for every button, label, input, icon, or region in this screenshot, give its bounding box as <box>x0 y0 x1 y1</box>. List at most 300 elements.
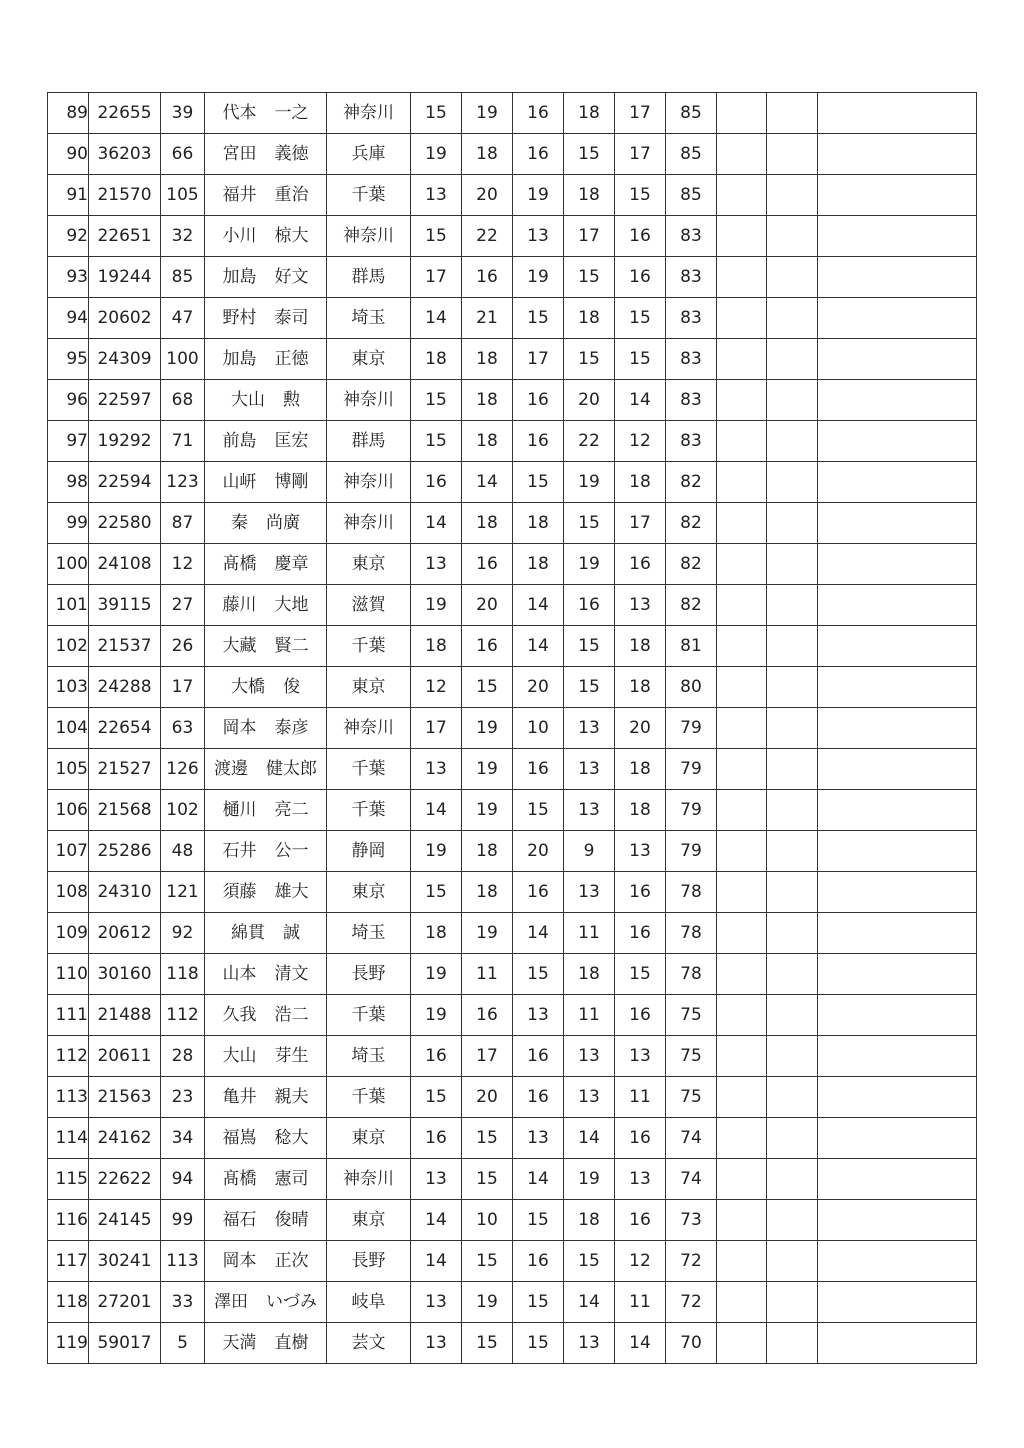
score-3-cell: 16 <box>513 749 564 790</box>
table-row <box>48 913 977 954</box>
total-score-cell: 83 <box>666 298 717 339</box>
score-1-cell: 16 <box>411 1036 462 1077</box>
blank-cell-2 <box>767 1118 818 1159</box>
score-4-cell: 13 <box>564 790 615 831</box>
score-1-cell: 18 <box>411 913 462 954</box>
score-3-cell: 15 <box>513 1200 564 1241</box>
total-score-cell: 70 <box>666 1323 717 1364</box>
member-id-cell: 21488 <box>89 995 161 1036</box>
prefecture-cell: 静岡 <box>327 831 411 872</box>
table-row <box>48 462 977 503</box>
score-3-cell: 14 <box>513 1159 564 1200</box>
score-5-cell: 15 <box>615 954 666 995</box>
table-row <box>48 1118 977 1159</box>
given-name: 憲司 <box>274 1168 309 1189</box>
family-name: 澤田 <box>214 1291 248 1312</box>
given-name: 浩二 <box>274 1004 309 1025</box>
score-5-cell: 16 <box>615 216 666 257</box>
score-1-cell: 14 <box>411 790 462 831</box>
score-5-cell: 18 <box>615 790 666 831</box>
entry-number-cell: 113 <box>161 1241 205 1282</box>
name-cell <box>205 421 327 462</box>
score-3-cell: 16 <box>513 93 564 134</box>
score-5-cell: 17 <box>615 93 666 134</box>
rank-cell: 95 <box>48 339 89 380</box>
member-id-cell: 39115 <box>89 585 161 626</box>
blank-cell-1 <box>717 462 767 503</box>
member-id-cell: 36203 <box>89 134 161 175</box>
score-5-cell: 18 <box>615 462 666 503</box>
name-cell <box>205 503 327 544</box>
score-3-cell: 14 <box>513 913 564 954</box>
blank-cell-1 <box>717 1118 767 1159</box>
score-5-cell: 11 <box>615 1282 666 1323</box>
blank-cell-2 <box>767 257 818 298</box>
prefecture-cell: 東京 <box>327 544 411 585</box>
table-row <box>48 1077 977 1118</box>
prefecture-cell: 千葉 <box>327 790 411 831</box>
rank-cell: 106 <box>48 790 89 831</box>
score-2-cell: 18 <box>462 503 513 544</box>
score-1-cell: 13 <box>411 1323 462 1364</box>
given-name: 尚廣 <box>266 512 300 533</box>
table-row <box>48 995 977 1036</box>
score-3-cell: 20 <box>513 831 564 872</box>
score-4-cell: 13 <box>564 1036 615 1077</box>
family-name: 渡邊 <box>214 758 248 779</box>
score-1-cell: 13 <box>411 1159 462 1200</box>
blank-cell-2 <box>767 749 818 790</box>
name-cell <box>205 1282 327 1323</box>
score-1-cell: 18 <box>411 339 462 380</box>
total-score-cell: 78 <box>666 872 717 913</box>
score-5-cell: 16 <box>615 1200 666 1241</box>
member-id-cell: 25286 <box>89 831 161 872</box>
total-score-cell: 85 <box>666 175 717 216</box>
score-5-cell: 16 <box>615 913 666 954</box>
table-row <box>48 872 977 913</box>
total-score-cell: 85 <box>666 93 717 134</box>
given-name: 賢二 <box>274 635 309 656</box>
score-3-cell: 13 <box>513 995 564 1036</box>
entry-number-cell: 32 <box>161 216 205 257</box>
blank-cell-3 <box>818 216 977 257</box>
blank-cell-1 <box>717 339 767 380</box>
prefecture-cell: 東京 <box>327 1200 411 1241</box>
blank-cell-3 <box>818 1159 977 1200</box>
blank-cell-1 <box>717 1323 767 1364</box>
blank-cell-1 <box>717 626 767 667</box>
entry-number-cell: 68 <box>161 380 205 421</box>
family-name: 天満 <box>222 1332 257 1353</box>
blank-cell-1 <box>717 298 767 339</box>
table-row <box>48 1159 977 1200</box>
prefecture-cell: 千葉 <box>327 626 411 667</box>
given-name: 俊 <box>283 676 300 697</box>
total-score-cell: 83 <box>666 216 717 257</box>
score-3-cell: 16 <box>513 134 564 175</box>
score-4-cell: 16 <box>564 585 615 626</box>
blank-cell-3 <box>818 93 977 134</box>
total-score-cell: 79 <box>666 749 717 790</box>
score-2-cell: 16 <box>462 544 513 585</box>
given-name: 大地 <box>274 594 309 615</box>
blank-cell-2 <box>767 1323 818 1364</box>
score-2-cell: 16 <box>462 626 513 667</box>
member-id-cell: 27201 <box>89 1282 161 1323</box>
score-4-cell: 13 <box>564 1323 615 1364</box>
family-name: 大橋 <box>231 676 265 697</box>
rank-cell: 117 <box>48 1241 89 1282</box>
score-4-cell: 19 <box>564 462 615 503</box>
family-name: 加島 <box>222 266 257 287</box>
total-score-cell: 78 <box>666 913 717 954</box>
family-name: 福石 <box>222 1209 257 1230</box>
prefecture-cell: 東京 <box>327 1118 411 1159</box>
prefecture-cell: 神奈川 <box>327 1159 411 1200</box>
family-name: 大山 <box>222 1045 257 1066</box>
score-1-cell: 19 <box>411 585 462 626</box>
total-score-cell: 83 <box>666 421 717 462</box>
total-score-cell: 82 <box>666 585 717 626</box>
entry-number-cell: 12 <box>161 544 205 585</box>
total-score-cell: 75 <box>666 1036 717 1077</box>
rank-cell: 93 <box>48 257 89 298</box>
score-2-cell: 15 <box>462 667 513 708</box>
score-4-cell: 11 <box>564 995 615 1036</box>
blank-cell-3 <box>818 708 977 749</box>
blank-cell-2 <box>767 872 818 913</box>
member-id-cell: 21563 <box>89 1077 161 1118</box>
prefecture-cell: 千葉 <box>327 175 411 216</box>
family-name: 樋川 <box>222 799 257 820</box>
score-2-cell: 18 <box>462 134 513 175</box>
blank-cell-3 <box>818 1118 977 1159</box>
total-score-cell: 80 <box>666 667 717 708</box>
blank-cell-2 <box>767 93 818 134</box>
score-1-cell: 17 <box>411 257 462 298</box>
blank-cell-1 <box>717 708 767 749</box>
score-1-cell: 19 <box>411 134 462 175</box>
family-name: 岡本 <box>222 1250 257 1271</box>
name-cell <box>205 339 327 380</box>
rank-cell: 101 <box>48 585 89 626</box>
prefecture-cell: 滋賀 <box>327 585 411 626</box>
blank-cell-1 <box>717 175 767 216</box>
table-row <box>48 585 977 626</box>
member-id-cell: 24145 <box>89 1200 161 1241</box>
table-row <box>48 1323 977 1364</box>
total-score-cell: 82 <box>666 462 717 503</box>
prefecture-cell: 千葉 <box>327 1077 411 1118</box>
blank-cell-1 <box>717 421 767 462</box>
score-4-cell: 15 <box>564 503 615 544</box>
name-cell <box>205 1241 327 1282</box>
score-2-cell: 18 <box>462 380 513 421</box>
blank-cell-1 <box>717 544 767 585</box>
score-4-cell: 19 <box>564 1159 615 1200</box>
name-cell <box>205 175 327 216</box>
score-4-cell: 13 <box>564 872 615 913</box>
rank-cell: 118 <box>48 1282 89 1323</box>
blank-cell-3 <box>818 1036 977 1077</box>
entry-number-cell: 92 <box>161 913 205 954</box>
name-cell <box>205 257 327 298</box>
blank-cell-1 <box>717 667 767 708</box>
blank-cell-2 <box>767 708 818 749</box>
score-3-cell: 15 <box>513 298 564 339</box>
member-id-cell: 24108 <box>89 544 161 585</box>
table-row <box>48 708 977 749</box>
entry-number-cell: 28 <box>161 1036 205 1077</box>
blank-cell-1 <box>717 995 767 1036</box>
name-cell <box>205 462 327 503</box>
given-name: 雄大 <box>274 881 309 902</box>
blank-cell-2 <box>767 790 818 831</box>
score-5-cell: 12 <box>615 1241 666 1282</box>
name-cell <box>205 1200 327 1241</box>
total-score-cell: 74 <box>666 1159 717 1200</box>
table-row <box>48 134 977 175</box>
given-name: 慶章 <box>274 553 309 574</box>
member-id-cell: 19244 <box>89 257 161 298</box>
entry-number-cell: 121 <box>161 872 205 913</box>
member-id-cell: 19292 <box>89 421 161 462</box>
score-2-cell: 15 <box>462 1323 513 1364</box>
total-score-cell: 79 <box>666 831 717 872</box>
prefecture-cell: 埼玉 <box>327 913 411 954</box>
blank-cell-2 <box>767 503 818 544</box>
score-3-cell: 19 <box>513 175 564 216</box>
given-name: 義徳 <box>274 143 309 164</box>
blank-cell-2 <box>767 1200 818 1241</box>
score-3-cell: 10 <box>513 708 564 749</box>
name-cell <box>205 380 327 421</box>
table-row <box>48 954 977 995</box>
family-name: 代本 <box>222 102 257 123</box>
total-score-cell: 73 <box>666 1200 717 1241</box>
table-row <box>48 175 977 216</box>
score-5-cell: 17 <box>615 134 666 175</box>
table-row <box>48 1241 977 1282</box>
rank-cell: 104 <box>48 708 89 749</box>
entry-number-cell: 105 <box>161 175 205 216</box>
score-1-cell: 15 <box>411 421 462 462</box>
prefecture-cell: 埼玉 <box>327 1036 411 1077</box>
name-cell <box>205 626 327 667</box>
prefecture-cell: 神奈川 <box>327 216 411 257</box>
score-2-cell: 15 <box>462 1241 513 1282</box>
blank-cell-1 <box>717 872 767 913</box>
blank-cell-2 <box>767 216 818 257</box>
name-cell <box>205 298 327 339</box>
score-3-cell: 18 <box>513 503 564 544</box>
score-5-cell: 14 <box>615 380 666 421</box>
family-name: 前島 <box>222 430 257 451</box>
blank-cell-3 <box>818 749 977 790</box>
blank-cell-3 <box>818 1282 977 1323</box>
rank-cell: 94 <box>48 298 89 339</box>
score-2-cell: 11 <box>462 954 513 995</box>
entry-number-cell: 5 <box>161 1323 205 1364</box>
rank-cell: 97 <box>48 421 89 462</box>
rank-cell: 108 <box>48 872 89 913</box>
total-score-cell: 81 <box>666 626 717 667</box>
name-cell <box>205 544 327 585</box>
blank-cell-3 <box>818 872 977 913</box>
score-4-cell: 15 <box>564 339 615 380</box>
member-id-cell: 20602 <box>89 298 161 339</box>
blank-cell-1 <box>717 503 767 544</box>
score-1-cell: 15 <box>411 380 462 421</box>
blank-cell-2 <box>767 585 818 626</box>
score-4-cell: 15 <box>564 257 615 298</box>
given-name: 匡宏 <box>274 430 309 451</box>
blank-cell-1 <box>717 257 767 298</box>
member-id-cell: 21570 <box>89 175 161 216</box>
blank-cell-3 <box>818 257 977 298</box>
score-2-cell: 19 <box>462 790 513 831</box>
member-id-cell: 20611 <box>89 1036 161 1077</box>
given-name: 泰司 <box>274 307 309 328</box>
rank-cell: 96 <box>48 380 89 421</box>
table-row <box>48 626 977 667</box>
table-row <box>48 380 977 421</box>
total-score-cell: 82 <box>666 503 717 544</box>
rank-cell: 115 <box>48 1159 89 1200</box>
name-cell <box>205 667 327 708</box>
given-name: 勲 <box>283 389 300 410</box>
name-cell <box>205 134 327 175</box>
entry-number-cell: 85 <box>161 257 205 298</box>
score-4-cell: 15 <box>564 134 615 175</box>
table-row <box>48 257 977 298</box>
name-cell <box>205 995 327 1036</box>
blank-cell-2 <box>767 831 818 872</box>
member-id-cell: 22597 <box>89 380 161 421</box>
score-2-cell: 18 <box>462 831 513 872</box>
blank-cell-2 <box>767 667 818 708</box>
table-row <box>48 93 977 134</box>
results-table <box>47 92 977 1364</box>
score-2-cell: 14 <box>462 462 513 503</box>
blank-cell-2 <box>767 298 818 339</box>
rank-cell: 98 <box>48 462 89 503</box>
table-row <box>48 503 977 544</box>
score-3-cell: 14 <box>513 626 564 667</box>
name-cell <box>205 1036 327 1077</box>
score-5-cell: 18 <box>615 667 666 708</box>
score-4-cell: 22 <box>564 421 615 462</box>
prefecture-cell: 東京 <box>327 872 411 913</box>
table-row <box>48 1200 977 1241</box>
total-score-cell: 74 <box>666 1118 717 1159</box>
member-id-cell: 22594 <box>89 462 161 503</box>
family-name: 宮田 <box>222 143 257 164</box>
score-4-cell: 18 <box>564 93 615 134</box>
blank-cell-3 <box>818 175 977 216</box>
score-1-cell: 14 <box>411 1241 462 1282</box>
blank-cell-1 <box>717 93 767 134</box>
score-2-cell: 20 <box>462 1077 513 1118</box>
member-id-cell: 30160 <box>89 954 161 995</box>
score-2-cell: 20 <box>462 175 513 216</box>
entry-number-cell: 27 <box>161 585 205 626</box>
blank-cell-2 <box>767 380 818 421</box>
member-id-cell: 21568 <box>89 790 161 831</box>
name-cell <box>205 708 327 749</box>
score-4-cell: 13 <box>564 1077 615 1118</box>
score-4-cell: 15 <box>564 667 615 708</box>
name-cell <box>205 913 327 954</box>
results-sheet <box>47 92 977 1364</box>
blank-cell-3 <box>818 585 977 626</box>
entry-number-cell: 94 <box>161 1159 205 1200</box>
name-cell <box>205 749 327 790</box>
given-name: 一之 <box>274 102 309 123</box>
blank-cell-3 <box>818 667 977 708</box>
score-4-cell: 9 <box>564 831 615 872</box>
blank-cell-2 <box>767 421 818 462</box>
score-4-cell: 14 <box>564 1118 615 1159</box>
rank-cell: 114 <box>48 1118 89 1159</box>
total-score-cell: 78 <box>666 954 717 995</box>
rank-cell: 99 <box>48 503 89 544</box>
name-cell <box>205 1159 327 1200</box>
family-name: 髙橋 <box>222 553 257 574</box>
prefecture-cell: 芸文 <box>327 1323 411 1364</box>
blank-cell-3 <box>818 421 977 462</box>
score-2-cell: 19 <box>462 749 513 790</box>
score-3-cell: 15 <box>513 790 564 831</box>
score-3-cell: 16 <box>513 421 564 462</box>
member-id-cell: 21537 <box>89 626 161 667</box>
member-id-cell: 30241 <box>89 1241 161 1282</box>
rank-cell: 89 <box>48 93 89 134</box>
given-name: 正徳 <box>274 348 309 369</box>
score-3-cell: 13 <box>513 1118 564 1159</box>
table-row <box>48 339 977 380</box>
given-name: 直樹 <box>274 1332 309 1353</box>
table-row <box>48 667 977 708</box>
entry-number-cell: 112 <box>161 995 205 1036</box>
score-5-cell: 13 <box>615 585 666 626</box>
total-score-cell: 83 <box>666 339 717 380</box>
blank-cell-1 <box>717 380 767 421</box>
blank-cell-1 <box>717 1077 767 1118</box>
entry-number-cell: 33 <box>161 1282 205 1323</box>
blank-cell-3 <box>818 298 977 339</box>
blank-cell-2 <box>767 1077 818 1118</box>
table-row <box>48 544 977 585</box>
family-name: 福井 <box>222 184 257 205</box>
score-1-cell: 19 <box>411 831 462 872</box>
name-cell <box>205 1323 327 1364</box>
entry-number-cell: 126 <box>161 749 205 790</box>
given-name: 清文 <box>274 963 309 984</box>
member-id-cell: 24309 <box>89 339 161 380</box>
name-cell <box>205 872 327 913</box>
member-id-cell: 22654 <box>89 708 161 749</box>
score-2-cell: 18 <box>462 872 513 913</box>
family-name: 小川 <box>222 225 257 246</box>
table-row <box>48 1282 977 1323</box>
blank-cell-1 <box>717 585 767 626</box>
prefecture-cell: 神奈川 <box>327 708 411 749</box>
score-2-cell: 16 <box>462 257 513 298</box>
given-name: 正次 <box>274 1250 309 1271</box>
family-name: 大藏 <box>222 635 257 656</box>
